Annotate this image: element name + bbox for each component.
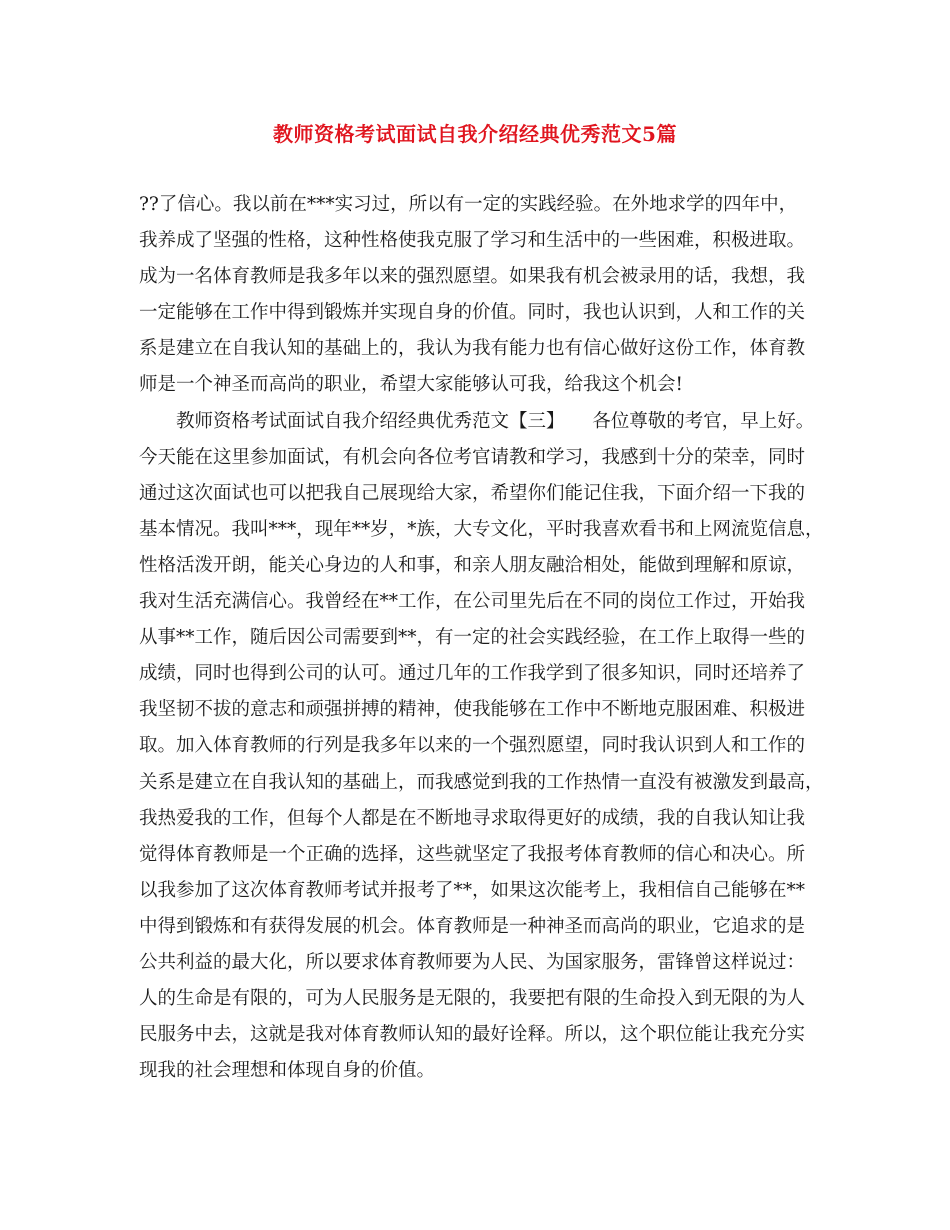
text-line: 我热爱我的工作，但每个人都是在不断地寻求取得更好的成绩，我的自我认知让我 xyxy=(139,807,806,829)
text-line: 觉得体育教师是一个正确的选择，这些就坚定了我报考体育教师的信心和决心。所 xyxy=(139,843,806,865)
text-line: 以我参加了这次体育教师考试并报考了**，如果这次能考上，我相信自己能够在** xyxy=(139,879,806,901)
text-line: 人的生命是有限的，可为人民服务是无限的，我要把有限的生命投入到无限的为人 xyxy=(139,988,806,1010)
text-line: 我养成了坚强的性格，这种性格使我克服了学习和生活中的一些困难，积极进取。 xyxy=(139,230,806,252)
text-line: 从事**工作，随后因公司需要到**，有一定的社会实践经验，在工作上取得一些的 xyxy=(139,627,806,649)
text-line: 通过这次面试也可以把我自己展现给大家，希望你们能记住我，下面介绍一下我的 xyxy=(139,482,806,504)
document-body xyxy=(139,187,839,1089)
text-line: 关系是建立在自我认知的基础上，而我感觉到我的工作热情一直没有被激发到最高， xyxy=(139,771,824,793)
text-line: 今天能在这里参加面试，有机会向各位考官请教和学习，我感到十分的荣幸，同时 xyxy=(139,446,806,468)
text-line: 教师资格考试面试自我介绍经典优秀范文【三】 各位尊敬的考官，早上好。 xyxy=(176,410,815,432)
text-line: 基本情况。我叫***，现年**岁，*族，大专文化，平时我喜欢看书和上网流览信息， xyxy=(139,518,824,540)
document-title: 教师资格考试面试自我介绍经典优秀范文5篇 xyxy=(273,122,677,146)
paragraph-1 xyxy=(139,187,839,404)
text-line: 一定能够在工作中得到锻炼并实现自身的价值。同时，我也认识到，人和工作的关 xyxy=(139,302,806,324)
text-line: 我对生活充满信心。我曾经在**工作，在公司里先后在不同的岗位工作过，开始我 xyxy=(139,591,806,613)
text-line: 取。加入体育教师的行列是我多年以来的一个强烈愿望，同时我认识到人和工作的 xyxy=(139,735,806,757)
text-line: 师是一个神圣而高尚的职业，希望大家能够认可我，给我这个机会! xyxy=(139,374,683,396)
text-line: 中得到锻炼和有获得发展的机会。体育教师是一种神圣而高尚的职业，它追求的是 xyxy=(139,915,806,937)
text-line: 现我的社会理想和体现自身的价值。 xyxy=(139,1060,436,1082)
text-line: 民服务中去，这就是我对体育教师认知的最好诠释。所以，这个职位能让我充分实 xyxy=(139,1024,806,1046)
text-line: 成为一名体育教师是我多年以来的强烈愿望。如果我有机会被录用的话，我想，我 xyxy=(139,266,806,288)
text-line: 我坚韧不拔的意志和顽强拼搏的精神，使我能够在工作中不断地克服困难、积极进 xyxy=(139,699,806,721)
text-line: 公共利益的最大化，所以要求体育教师要为人民、为国家服务，雷锋曾这样说过： xyxy=(139,951,806,973)
text-line: 成绩，同时也得到公司的认可。通过几年的工作我学到了很多知识，同时还培养了 xyxy=(139,663,806,685)
text-line: ??了信心。我以前在***实习过，所以有一定的实践经验。在外地求学的四年中， xyxy=(139,194,798,215)
paragraph-2 xyxy=(139,404,839,1090)
text-line: 系是建立在自我认知的基础上的，我认为我有能力也有信心做好这份工作，体育教 xyxy=(139,338,806,360)
text-line: 性格活泼开朗，能关心身边的人和事，和亲人朋友融洽相处，能做到理解和原谅， xyxy=(139,554,806,576)
